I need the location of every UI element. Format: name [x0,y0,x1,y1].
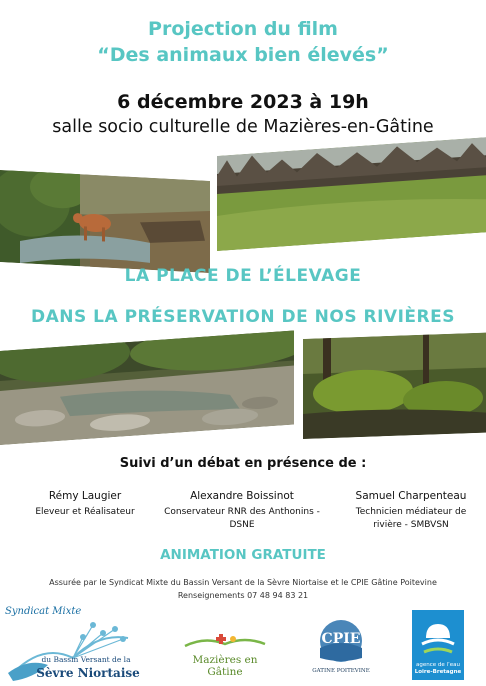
headline-line-2: DANS LA PRÉSERVATION DE NOS RIVIÈRES [31,307,455,327]
cpie-logo [312,618,370,680]
free-event-label: ANIMATION GRATUITE [160,547,326,563]
agence-eau-logo [412,610,464,680]
speaker-name: Alexandre Boissinot [190,490,294,502]
speaker-role-line: Conservateur RNR des Anthonins - [164,507,320,517]
mazieres-text: Mazières en Gâtine [192,654,258,678]
photo-cow-stream [0,170,210,273]
mazieres-logo [175,632,275,678]
film-title: “Des animaux bien élevés” [97,44,389,66]
speaker-role [20,506,150,519]
photo-mossy-stream [303,333,486,439]
film-intro: Projection du film [148,18,338,40]
smvsn-bottom-text: Sèvre Niortaise [36,666,140,680]
speaker-name: Rémy Laugier [48,490,122,502]
photo-river-stones [0,330,294,445]
organizers-note: Assurée par le Syndicat Mixte du Bassin Versant de la Sèvre Niortaise et le CPIE Gâtine Poitevine [49,578,437,587]
smvsn-top-text: Syndicat Mixte [5,606,82,617]
event-date: 6 décembre 2023 à 19h [117,91,369,113]
agence-line-2: Loire-Bretagne [414,669,462,675]
smvsn-mid-text: du Bassin Versant de la [41,655,131,664]
speaker-name: Samuel Charpenteau [355,490,467,502]
event-venue: salle socio culturelle de Mazières-en-Gâtine [52,117,434,137]
speaker-2 [150,490,334,532]
syndicat-mixte-logo [3,603,143,685]
cpie-mark: CPIE [321,631,361,647]
speaker-role [150,506,334,532]
speaker-3 [336,490,486,532]
agence-line-1: agence de l’eau [415,662,461,668]
cpie-text: GATINE POITEVINE [312,668,370,674]
speaker-1 [20,490,150,519]
contact-phone: Renseignements 07 48 94 83 21 [177,591,309,600]
speaker-role-line: DSNE [229,520,255,530]
headline-line-1: LA PLACE DE L’ÉLEVAGE [124,266,362,286]
speaker-role-line: Eleveur et Réalisateur [35,507,135,517]
speaker-role [336,506,486,532]
debate-intro: Suivi d’un débat en présence de : [119,456,367,471]
speaker-role-line: Technicien médiateur de [355,507,467,517]
photo-meadow [217,137,486,251]
speaker-role-line: rivière - SMBVSN [373,520,449,530]
